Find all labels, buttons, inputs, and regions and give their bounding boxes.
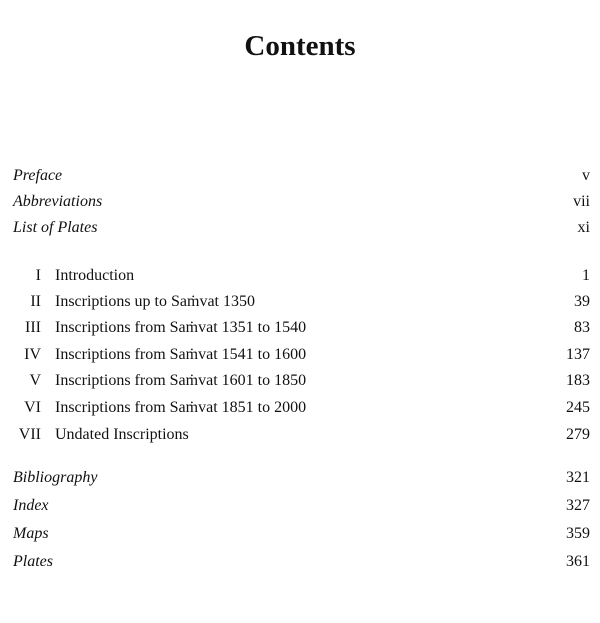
- entry-page: xi: [577, 219, 590, 236]
- chapter-number: IV: [24, 346, 41, 363]
- toc-entry-maps[interactable]: [0, 523, 600, 545]
- entry-label: Index: [13, 497, 49, 514]
- toc-chapter[interactable]: [0, 291, 600, 313]
- entry-page: vii: [573, 193, 590, 210]
- entry-label: List of Plates: [13, 219, 98, 236]
- chapter-number: III: [25, 319, 41, 336]
- entry-page: 361: [566, 553, 590, 570]
- entry-page: 83: [574, 319, 590, 336]
- entry-page: 39: [574, 293, 590, 310]
- entry-label: Abbreviations: [13, 193, 103, 210]
- toc-entry-preface[interactable]: [0, 165, 600, 187]
- chapter-label: Introduction: [55, 267, 135, 284]
- toc-entry-bibliography[interactable]: [0, 467, 600, 489]
- entry-page: 183: [566, 372, 590, 389]
- chapter-number: V: [29, 372, 41, 389]
- entry-page: 245: [566, 399, 590, 416]
- chapter-label: Undated Inscriptions: [55, 426, 189, 443]
- toc-entry-plates[interactable]: [0, 551, 600, 573]
- entry-label: Preface: [13, 167, 63, 184]
- chapter-number: I: [35, 267, 41, 284]
- entry-page: 137: [566, 346, 590, 363]
- chapter-number: II: [30, 293, 41, 310]
- chapter-label: Inscriptions from Saṁvat 1851 to 2000: [55, 399, 307, 416]
- toc-chapter[interactable]: [0, 424, 600, 446]
- toc-chapter[interactable]: [0, 344, 600, 366]
- toc-chapter[interactable]: [0, 265, 600, 287]
- entry-label: Maps: [13, 525, 49, 542]
- toc-chapter[interactable]: [0, 317, 600, 339]
- toc-entry-list-of-plates[interactable]: [0, 217, 600, 239]
- entry-label: Bibliography: [13, 469, 98, 486]
- entry-page: 279: [566, 426, 590, 443]
- toc-chapter[interactable]: [0, 370, 600, 392]
- entry-label: Plates: [13, 553, 53, 570]
- chapter-label: Inscriptions up to Saṁvat 1350: [55, 293, 255, 310]
- chapter-label: Inscriptions from Saṁvat 1541 to 1600: [55, 346, 307, 363]
- entry-page: 359: [566, 525, 590, 542]
- chapter-number: VI: [24, 399, 41, 416]
- entry-page: 1: [582, 267, 590, 284]
- toc-entry-index[interactable]: [0, 495, 600, 517]
- entry-page: 321: [566, 469, 590, 486]
- chapter-label: Inscriptions from Saṁvat 1601 to 1850: [55, 372, 307, 389]
- chapter-label: Inscriptions from Saṁvat 1351 to 1540: [55, 319, 307, 336]
- entry-page: v: [582, 167, 590, 184]
- entry-page: 327: [566, 497, 590, 514]
- toc-entry-abbreviations[interactable]: [0, 191, 600, 213]
- toc-chapter[interactable]: [0, 397, 600, 419]
- chapter-number: VII: [18, 426, 41, 443]
- page-title: Contents: [244, 30, 356, 62]
